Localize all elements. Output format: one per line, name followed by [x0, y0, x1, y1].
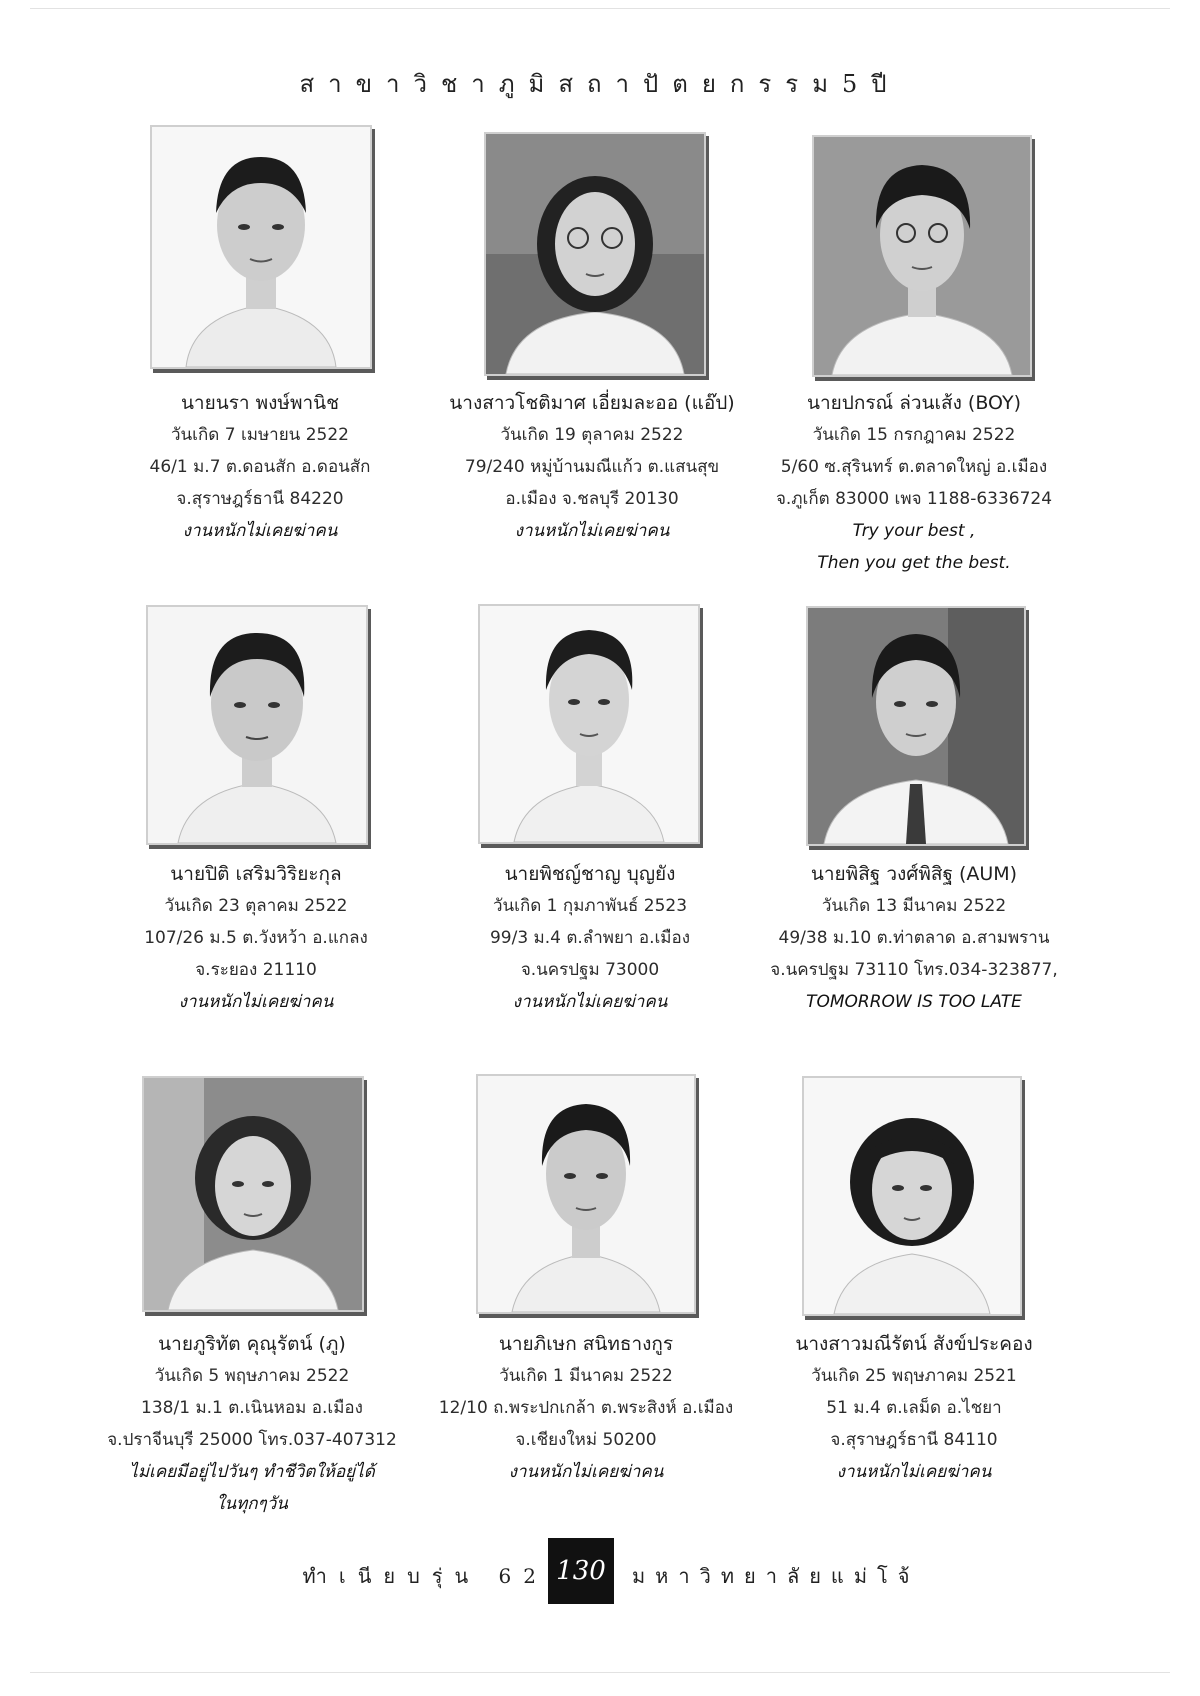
portrait-image — [486, 134, 704, 374]
student-address: 79/240 หมู่บ้านมณีแก้ว ต.แสนสุข — [464, 457, 720, 477]
student-motto: Try your best , — [852, 521, 976, 541]
student-name: นางสาวโชติมาศ เอี่ยมละออ (แอ๊ป) — [449, 392, 735, 414]
top-rule — [30, 8, 1170, 9]
student-motto: TOMORROW IS TOO LATE — [806, 992, 1022, 1012]
footer-university-label: มหาวิทยาลัยแม่โจ้ — [632, 1564, 920, 1588]
portrait-image — [478, 1076, 694, 1312]
student-address: 107/26 ม.5 ต.วังหว้า อ.แกลง — [144, 928, 368, 948]
student-photo — [476, 1074, 696, 1314]
student-birthday: วันเกิด 1 มีนาคม 2522 — [499, 1366, 673, 1386]
page-number: 130 — [548, 1538, 614, 1604]
student-address: 138/1 ม.1 ต.เนินหอม อ.เมือง — [141, 1398, 363, 1418]
bottom-rule — [30, 1672, 1170, 1673]
student-motto: Then you get the best. — [817, 553, 1011, 573]
portrait-image — [152, 127, 370, 367]
student-address: จ.นครปฐม 73110 โทร.034-323877, — [770, 960, 1058, 980]
student-address: อ.เมือง จ.ชลบุรี 20130 — [505, 489, 679, 509]
student-birthday: วันเกิด 7 เมษายน 2522 — [171, 425, 349, 445]
student-photo — [812, 135, 1032, 377]
portrait-image — [144, 1078, 362, 1310]
student-name: นางสาวมณีรัตน์ สังข์ประคอง — [795, 1333, 1033, 1355]
portrait-image — [148, 607, 366, 843]
student-address: 12/10 ถ.พระปกเกล้า ต.พระสิงห์ อ.เมือง — [438, 1398, 734, 1418]
student-photo — [150, 125, 372, 369]
student-name: นายปิติ เสริมวิริยะกุล — [170, 863, 342, 885]
student-motto: งานหนักไม่เคยฆ่าคน — [178, 992, 334, 1012]
student-address: 49/38 ม.10 ต.ท่าตลาด อ.สามพราน — [778, 928, 1050, 948]
student-birthday: วันเกิด 13 มีนาคม 2522 — [821, 896, 1007, 916]
student-birthday: วันเกิด 1 กุมภาพันธ์ 2523 — [492, 896, 688, 916]
student-photo — [806, 606, 1026, 846]
student-birthday: วันเกิด 23 ตุลาคม 2522 — [164, 896, 348, 916]
student-motto: ในทุกๆวัน — [216, 1494, 288, 1514]
student-address: จ.ระยอง 21110 — [195, 960, 317, 980]
student-motto: งานหนักไม่เคยฆ่าคน — [514, 521, 670, 541]
student-address: จ.เชียงใหม่ 50200 — [515, 1430, 657, 1450]
student-address: จ.ปราจีนบุรี 25000 โทร.037-407312 — [107, 1430, 397, 1450]
portrait-image — [804, 1078, 1020, 1314]
portrait-image — [814, 137, 1030, 375]
student-photo — [484, 132, 706, 376]
student-name: นายนรา พงษ์พานิช — [180, 392, 340, 414]
student-name: นายภูริทัต คุณุรัตน์ (ภู) — [158, 1333, 346, 1355]
student-name: นายปกรณ์ ล่วนเส้ง (BOY) — [807, 392, 1021, 414]
student-name: นายภิเษก สนิทธางกูร — [498, 1333, 674, 1355]
student-address: จ.สุราษฎร์ธานี 84110 — [830, 1430, 998, 1450]
student-motto: งานหนักไม่เคยฆ่าคน — [508, 1462, 664, 1482]
student-address: 46/1 ม.7 ต.ดอนสัก อ.ดอนสัก — [149, 457, 371, 477]
student-birthday: วันเกิด 25 พฤษภาคม 2521 — [811, 1366, 1017, 1386]
student-photo — [802, 1076, 1022, 1316]
student-motto: ไม่เคยมีอยู่ไปวันๆ ทำชีวิตให้อยู่ได้ — [129, 1462, 375, 1482]
footer-yearbook-label: ทำเนียบรุ่น 62 — [302, 1564, 548, 1588]
student-photo — [478, 604, 700, 844]
student-address: 5/60 ซ.สุรินทร์ ต.ตลาดใหญ่ อ.เมือง — [780, 457, 1048, 477]
student-birthday: วันเกิด 19 ตุลาคม 2522 — [500, 425, 684, 445]
student-photo — [142, 1076, 364, 1312]
portrait-image — [480, 606, 698, 842]
student-photo — [146, 605, 368, 845]
student-birthday: วันเกิด 15 กรกฎาคม 2522 — [812, 425, 1016, 445]
student-address: 99/3 ม.4 ต.ลำพยา อ.เมือง — [489, 928, 691, 948]
student-name: นายพิชญ์ชาญ บุญยัง — [504, 863, 676, 885]
student-motto: งานหนักไม่เคยฆ่าคน — [182, 521, 338, 541]
student-address: จ.นครปฐม 73000 — [520, 960, 660, 980]
student-motto: งานหนักไม่เคยฆ่าคน — [836, 1462, 992, 1482]
student-name: นายพิสิฐ วงศ์พิสิฐ (AUM) — [810, 863, 1018, 885]
portrait-image — [808, 608, 1024, 844]
student-address: 51 ม.4 ต.เลม็ด อ.ไชยา — [826, 1398, 1002, 1418]
page-title: สาขาวิชาภูมิสถาปัตยกรรม5ปี — [299, 70, 901, 98]
page-footer — [0, 1538, 1200, 1608]
student-motto: งานหนักไม่เคยฆ่าคน — [512, 992, 668, 1012]
student-birthday: วันเกิด 5 พฤษภาคม 2522 — [154, 1366, 350, 1386]
student-address: จ.สุราษฎร์ธานี 84220 — [176, 489, 344, 509]
student-address: จ.ภูเก็ต 83000 เพจ 1188-6336724 — [775, 489, 1053, 509]
